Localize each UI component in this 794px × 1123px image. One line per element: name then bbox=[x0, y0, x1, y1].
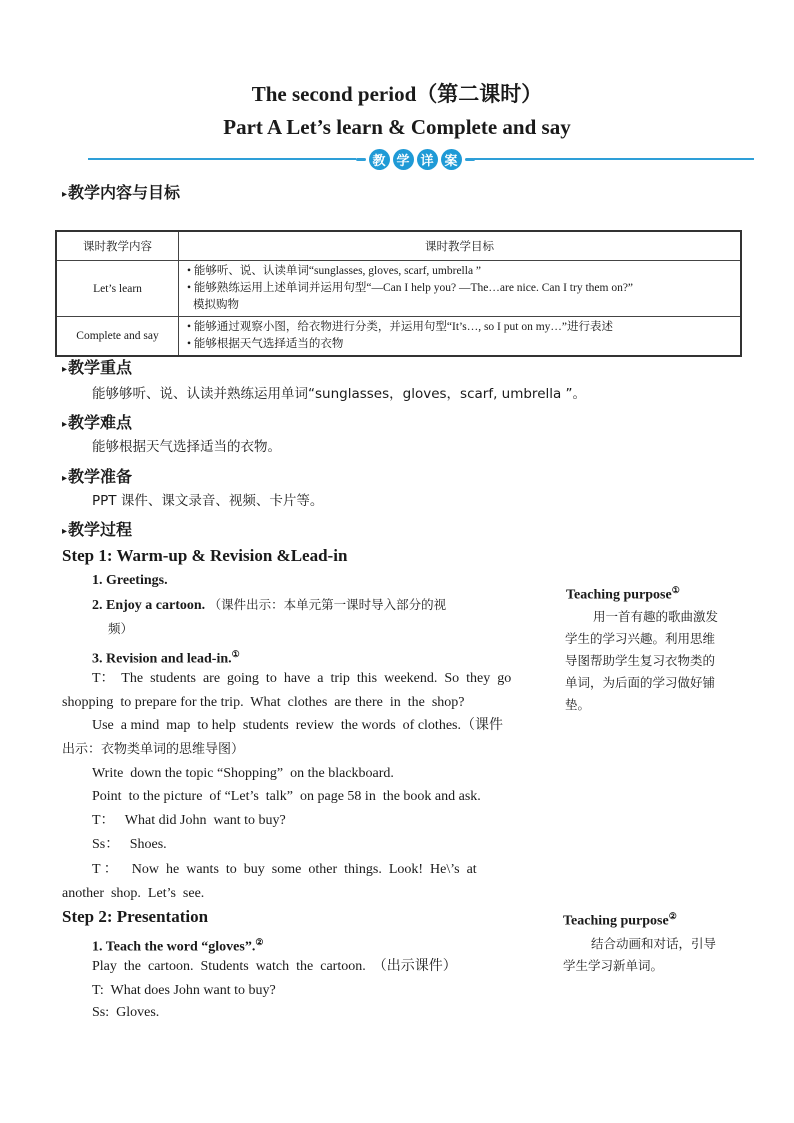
table-row bbox=[56, 261, 741, 317]
preparation-text: PPT 课件、课文录音、视频、卡片等。 bbox=[92, 493, 324, 509]
note-line: 单词，为后面的学习做好铺 bbox=[565, 675, 716, 690]
step1-dialog-line: T： What did John want to buy? bbox=[92, 813, 286, 828]
step2-paragraph: Play the cartoon. Students watch the cartoon. （出示课件） bbox=[92, 959, 457, 974]
page-title: The second period（第二课时） bbox=[251, 82, 543, 106]
step1-dialog-line: T ： Now he wants to buy some other things. Look! He\’s at bbox=[92, 862, 477, 877]
triangle-bullet-icon: ▸ bbox=[62, 419, 68, 430]
goal-line: 模拟购物 bbox=[193, 299, 239, 311]
table-header-cell: 课时教学目标 bbox=[179, 231, 742, 261]
objectives-table bbox=[55, 230, 742, 357]
goal-line: • 能够根据天气选择适当的衣物 bbox=[187, 338, 344, 350]
footnote-marker: ① bbox=[231, 649, 240, 659]
step1-item1: 1. Greetings. bbox=[92, 573, 168, 588]
section-heading-content-goals: ▸教学内容与目标 bbox=[62, 183, 181, 202]
banner-char: 案 bbox=[441, 149, 462, 170]
step1-paragraph: shopping to prepare for the trip. What clothes are there in the shop? bbox=[62, 695, 465, 710]
banner-char: 教 bbox=[369, 149, 390, 170]
footnote-marker: ② bbox=[668, 911, 677, 921]
note-line: 垫。 bbox=[565, 697, 591, 712]
step1-dialog-line: Ss： Shoes. bbox=[92, 837, 167, 852]
table-cell-goals bbox=[179, 317, 742, 357]
goal-line: • 能够通过观察小图，给衣物进行分类，并运用句型“It’s…, so I put on my…”进行表述 bbox=[187, 321, 613, 333]
step2-item1: 1. Teach the word “gloves”.② bbox=[92, 937, 264, 955]
step1-item2: 2. Enjoy a cartoon. （课件出示：本单元第一课时导入部分的视 bbox=[92, 597, 447, 613]
section-heading-key-points: ▸教学重点 bbox=[62, 358, 133, 377]
triangle-bullet-icon: ▸ bbox=[62, 526, 68, 537]
difficulties-text: 能够根据天气选择适当的衣物。 bbox=[92, 439, 281, 455]
banner bbox=[356, 147, 474, 171]
step1-dialog-line: another shop. Let’s see. bbox=[62, 886, 205, 901]
teaching-purpose-note-body bbox=[563, 933, 743, 977]
table-cell-content: Let’s learn bbox=[56, 261, 179, 317]
note-line: 学生的学习兴趣。利用思维 bbox=[565, 631, 716, 646]
table-cell-content: Complete and say bbox=[56, 317, 179, 357]
step2-title: Step 2: Presentation bbox=[62, 907, 209, 926]
step1-paragraph: Point to the picture of “Let’s talk” on page 58 in the book and ask. bbox=[92, 789, 481, 804]
banner-char: 学 bbox=[393, 149, 414, 170]
section-heading-process: ▸教学过程 bbox=[62, 520, 133, 539]
teaching-purpose-note-title: Teaching purpose② bbox=[563, 911, 677, 929]
key-points-text: 能够够听、说、认读并熟练运用单词“sunglasses，gloves，scarf, umbrella ”。 bbox=[92, 386, 587, 402]
page-subtitle: Part A Let’s learn & Complete and say bbox=[223, 115, 571, 139]
banner-dash-right bbox=[465, 158, 475, 161]
teaching-purpose-note-body bbox=[565, 606, 740, 716]
step1-item3: 3. Revision and lead-in.① bbox=[92, 649, 240, 667]
section-heading-preparation: ▸教学准备 bbox=[62, 467, 133, 486]
banner-char: 详 bbox=[417, 149, 438, 170]
step2-dialog-line: Ss: Gloves. bbox=[92, 1005, 160, 1020]
table-header-row bbox=[56, 231, 741, 261]
triangle-bullet-icon: ▸ bbox=[62, 189, 68, 200]
teaching-purpose-note-title: Teaching purpose① bbox=[566, 585, 680, 603]
step1-paragraph: Use a mind map to help students review the words of clothes.（课件 bbox=[92, 718, 503, 733]
goal-line: • 能够熟练运用上述单词并运用句型“—Can I help you? —The…are nice. Can I try them on?” bbox=[187, 282, 634, 294]
step1-title: Step 1: Warm-up & Revision &Lead-in bbox=[62, 546, 348, 565]
step2-dialog-line: T: What does John want to buy? bbox=[92, 983, 276, 998]
goal-line: • 能够听、说、认读单词“sunglasses, gloves, scarf, umbrella ” bbox=[187, 265, 482, 277]
table-row bbox=[56, 317, 741, 357]
triangle-bullet-icon: ▸ bbox=[62, 473, 68, 484]
step1-paragraph: Write down the topic “Shopping” on the blackboard. bbox=[92, 766, 394, 781]
note-line: 用一首有趣的歌曲激发 bbox=[593, 609, 719, 624]
banner-dash-left bbox=[356, 158, 366, 161]
note-line: 学生学习新单词。 bbox=[563, 958, 664, 973]
table-cell-goals bbox=[179, 261, 742, 317]
footnote-marker: ① bbox=[671, 585, 680, 595]
step1-paragraph: T： The students are going to have a trip this weekend. So they go bbox=[92, 671, 512, 686]
footnote-marker: ② bbox=[255, 937, 264, 947]
note-line: 导图帮助学生复习衣物类的 bbox=[565, 653, 716, 668]
step1-paragraph: 出示：衣物类单词的思维导图） bbox=[62, 742, 245, 757]
step1-item2-cont: 频） bbox=[108, 621, 134, 636]
triangle-bullet-icon: ▸ bbox=[62, 364, 68, 375]
section-heading-difficulties: ▸教学难点 bbox=[62, 413, 133, 432]
table-header-cell: 课时教学内容 bbox=[56, 231, 179, 261]
note-line: 结合动画和对话，引导 bbox=[591, 936, 717, 951]
